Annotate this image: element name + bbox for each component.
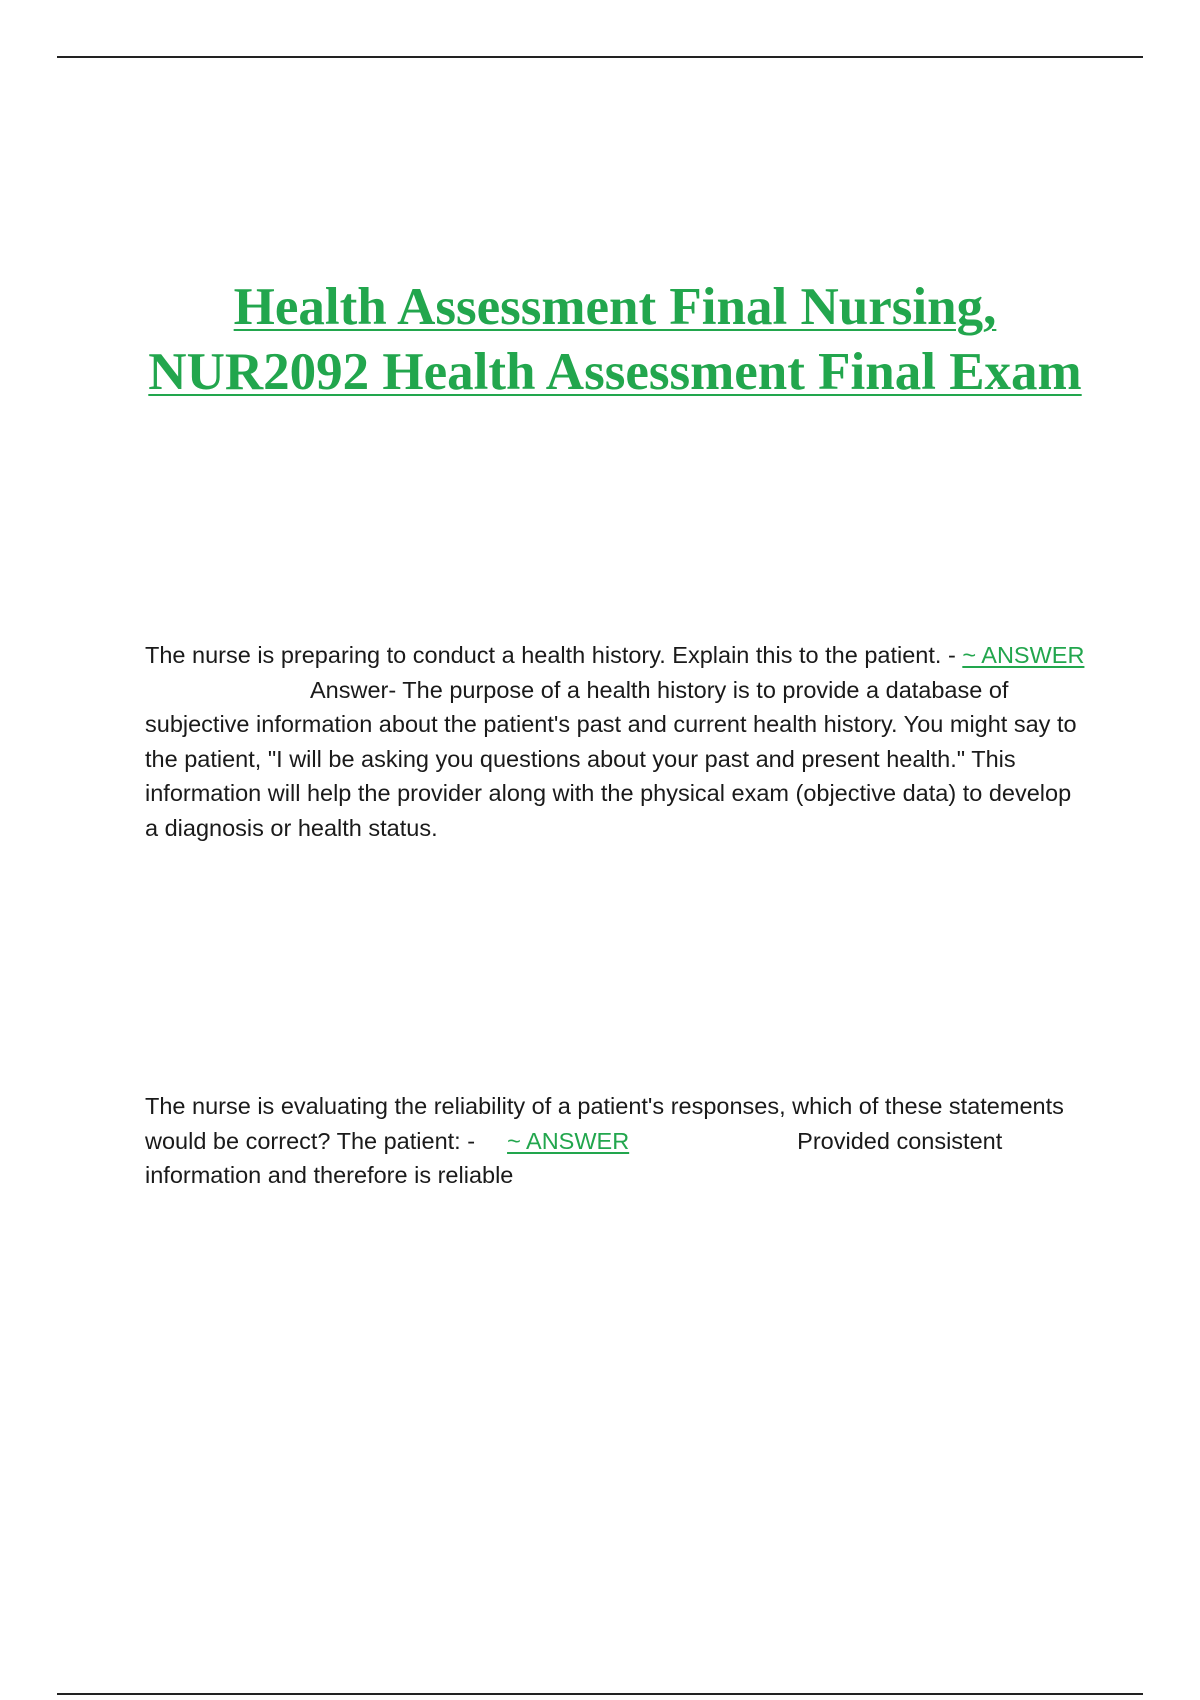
qa-item-health-history	[145, 638, 1085, 845]
answer-text: Answer- The purpose of a health history is to provide a database of subjective information about the patient's past and current health history. You might say to the patient, "I will be asking you questions about your past and present health." This information will help the provider along with the physical exam (objective data) to develop a diagnosis or health status.	[145, 676, 1077, 841]
footer-rule	[57, 1693, 1143, 1695]
qa-item-reliability	[145, 1089, 1085, 1193]
answer-link[interactable]: ~ ANSWER	[507, 1127, 630, 1154]
question-text: The nurse is preparing to conduct a health history. Explain this to the patient. -	[145, 642, 956, 668]
answer-link[interactable]: ~ ANSWER	[962, 642, 1085, 668]
question-text: The nurse is evaluating the reliability of a patient's responses, which of these statements would be correct? The patient: -	[145, 1093, 1064, 1154]
header-rule	[57, 56, 1143, 58]
answer-text: Provided consistent information and therefore is reliable	[145, 1127, 1003, 1188]
document-title: Health Assessment Final Nursing, NUR2092 Health Assessment Final Exam	[148, 278, 1082, 401]
